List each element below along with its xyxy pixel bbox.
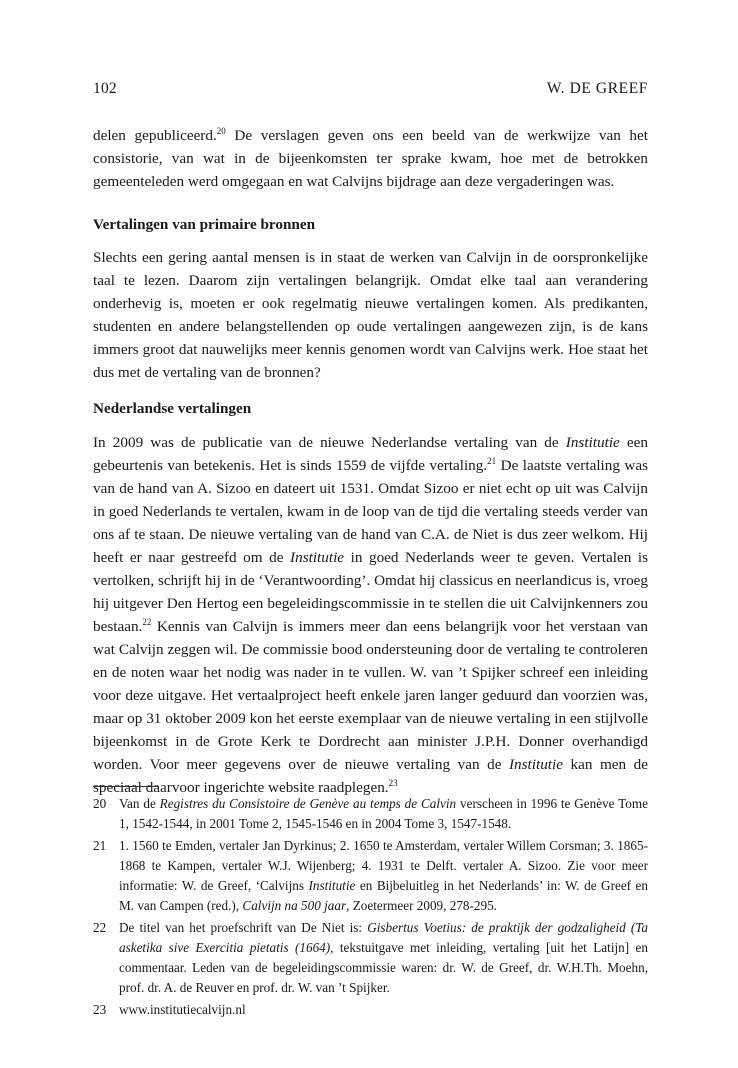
footnote-text-part: Van de: [119, 796, 160, 811]
paragraph-text: De verslagen geven ons een beeld van de werkwijze van het consistorie, van wat in de bijeenkomsten ter sprake kwam, hoe met de betrokken gemeenteleden werd omgegaan en wat Calvijns bijdrage aan deze vergaderingen was.: [93, 127, 648, 190]
footnote-21: [93, 836, 648, 916]
section-heading-dutch-translations: Nederlandse vertalingen: [93, 400, 252, 417]
footnote-text-part: , Zoetermeer 2009, 278-295.: [346, 898, 497, 913]
footnote-text: [119, 918, 648, 998]
paragraph-text: De laatste vertaling was van de hand van A. Sizoo en dateert uit 1531. Omdat Sizoo er niet echt op uit was Calvijn in goed Nederlands te vertalen, kwam in de loop van de tijd die vertaling steeds verder van ons af te staan. De nieuwe vertaling van de hand van C.A. de Niet is dus zeer welkom. Hij heeft er naar gestreefd om de: [93, 457, 648, 566]
running-author: W. DE GREEF: [546, 80, 648, 97]
page-number: 102: [93, 80, 117, 97]
running-header: [93, 80, 648, 98]
footnote-ref-22[interactable]: 22: [142, 617, 152, 627]
paragraph-text: Kennis van Calvijn is immers meer dan eens belangrijk voor het verstaan van wat Calvijn zeggen wil. De commissie bood ondersteuning door de vertaling te controleren en de noten waar het nodig was nader in te vullen. W. van ’t Spijker schreef een inleiding voor deze uitgave. Het vertaalproject heeft enkele jaren langer geduurd dan voorzien was, maar op 31 oktober 2009 kon het eerste exemplaar van de nieuwe vertaling in een stijlvolle bijeenkomst in de Grote Kerk te Dordrecht aan minister J.P.H. Donner overhandigd worden. Voor meer gegevens over de nieuwe vertaling van de: [93, 618, 648, 773]
section-heading-primary-sources: Vertalingen van primaire bronnen: [93, 216, 316, 233]
footnote-ref-23[interactable]: 23: [388, 778, 398, 788]
italic-title: Institutie: [565, 434, 620, 451]
footnote-text-part: en Bijbeluitleg in het Nederlands’ in: W. de Greef en M. van Campen (red.),: [119, 878, 649, 913]
italic-title: Institutie: [290, 549, 345, 566]
footnote-text-part: De titel van het proefschrift van De Niet is:: [119, 920, 368, 935]
footnote-text-part: , tekstuitgave met inleiding, vertaling [uit het Latijn] en commentaar. Leden van de begeleidingscommissie waren: dr. W. de Greef, dr. W.H.Th. Moehn, prof. dr. A. de Reuver en prof. dr. W. van ’t Spijker.: [119, 940, 648, 995]
italic-title: Calvijn na 500 jaar: [242, 898, 347, 913]
paragraph-text: een gebeurtenis van betekenis. Het is sinds 1559 de vijfde vertaling.: [93, 434, 648, 474]
footnote-23: [93, 1000, 648, 1020]
footnote-number: 23: [93, 1002, 107, 1017]
paragraph-3: [93, 431, 648, 799]
footnote-20: [93, 794, 648, 834]
paragraph-text: In 2009 was de publicatie van de nieuwe Nederlandse vertaling van de: [93, 434, 566, 451]
footnote-divider: [93, 786, 158, 787]
paragraph-text: delen gepubliceerd.: [93, 127, 217, 144]
italic-title: Institutie: [308, 878, 356, 893]
footnote-number: 22: [93, 920, 107, 935]
footnote-text: [119, 794, 648, 834]
italic-title: Registres du Consistoire de Genève au temps de Calvin: [159, 796, 457, 811]
italic-title: Institutie: [508, 756, 563, 773]
footnote-url[interactable]: www.institutiecalvijn.nl: [119, 1002, 246, 1017]
footnote-text: [119, 836, 648, 916]
footnote-22: [93, 918, 648, 998]
footnote-number: 21: [93, 838, 107, 853]
footnote-ref-20[interactable]: 20: [216, 126, 226, 136]
footnote-text-part: verscheen in 1996 te Genève Tome 1, 1542-1544, in 2001 Tome 2, 1545-1546 en in 2004 Tome 3, 1547-1548.: [119, 796, 648, 831]
footnotes: [93, 794, 648, 1022]
footnote-text-part: 1. 1560 te Emden, vertaler Jan Dyrkinus; 2. 1650 te Amsterdam, vertaler Willem Corsman; 3. 1865-1868 te Kampen, vertaler W.J. Wijenberg; 4. 1931 te Delft. vertaler A. Sizoo. Zie voor meer informatie: W. de Greef, ‘Calvijns: [119, 838, 648, 893]
italic-title: Gisbertus Voetius: de praktijk der godzaligheid (Ta asketika sive Exercitia pietatis (1664): [119, 920, 648, 955]
paragraph-1: [93, 124, 648, 193]
paragraph-2: Slechts een gering aantal mensen is in staat de werken van Calvijn in de oorspronkelijke taal te lezen. Daarom zijn vertalingen belangrijk. Omdat elke taal aan verandering onderhevig is, moeten er ook regelmatig nieuwe vertalingen komen. Als predikanten, studenten en andere belangstellenden op oude vertalingen aangewezen zijn, is de kans immers groot dat nauwelijks meer kennis genomen wordt van Calvijns werk. Hoe staat het dus met de vertaling van de bronnen?: [93, 249, 648, 381]
paragraph-text: kan men de speciaal daarvoor ingerichte website raadplegen.: [93, 756, 648, 796]
footnote-ref-21[interactable]: 21: [487, 456, 497, 466]
paragraph-text: in goed Nederlands weer te geven. Vertalen is vertolken, schrijft hij in de ‘Verantwoording’. Omdat hij classicus en neerlandicus is, vroeg hij uitgever Den Hertog een begeleidingscommissie in te stellen die uit Calvijnkenners zou bestaan.: [93, 549, 648, 635]
footnote-number: 20: [93, 796, 107, 811]
